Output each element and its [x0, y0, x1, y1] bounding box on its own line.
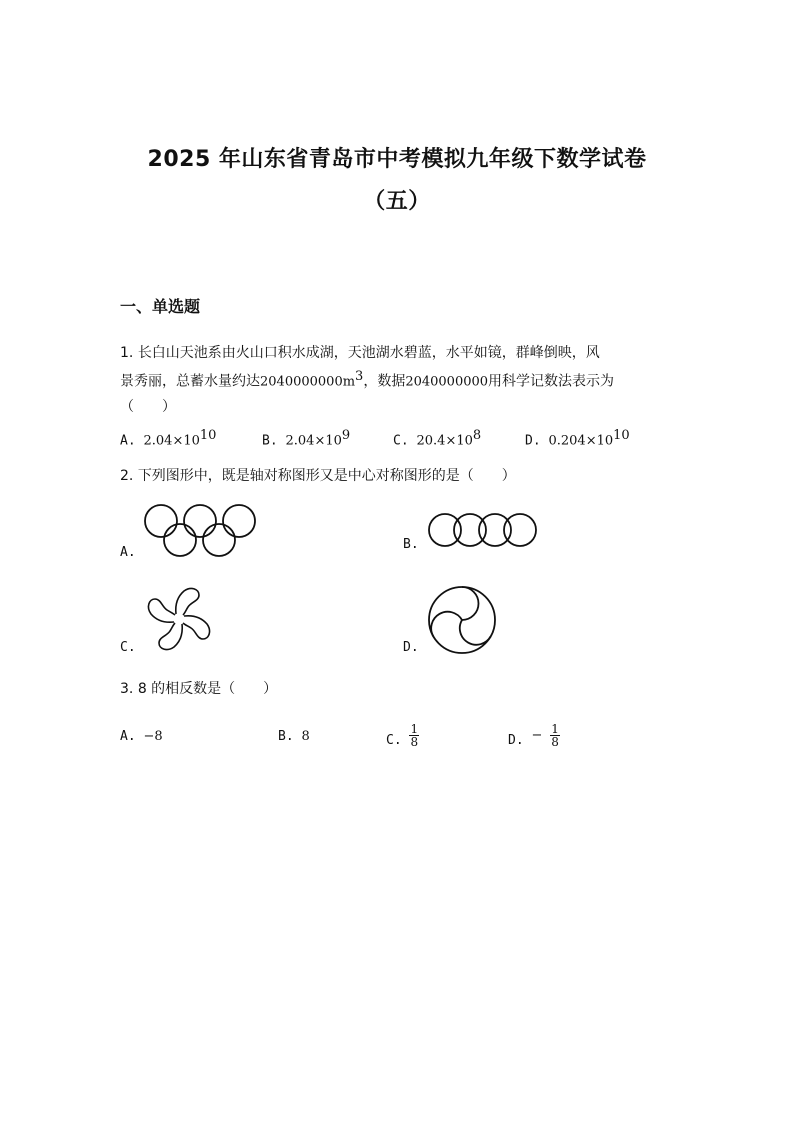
option-b[interactable]	[262, 428, 350, 448]
option-mantissa: 20.4	[416, 433, 446, 449]
question-text: 8 的相反数是（ ）	[137, 681, 278, 697]
page-title-subtitle: （五）	[363, 189, 431, 214]
option-b[interactable]	[278, 729, 310, 744]
times-sign: ×	[585, 433, 597, 449]
option-mantissa: 2.04	[143, 433, 173, 449]
fraction-denominator: 8	[551, 735, 559, 749]
question-number: 3.	[120, 681, 134, 697]
option-exponent: 10	[613, 428, 630, 443]
minus-sign: −	[531, 728, 543, 743]
question-text: 下列图形中，既是轴对称图形又是中心对称图形的是（ ）	[137, 468, 516, 484]
option-c[interactable]	[393, 428, 481, 448]
option-value: −8	[143, 729, 163, 744]
option-a[interactable]	[120, 545, 136, 560]
option-label: A.	[120, 545, 136, 560]
times-sign: ×	[445, 433, 457, 449]
fraction-numerator: 1	[410, 722, 419, 736]
answer-bracket: （ ）	[120, 398, 176, 415]
question-1-line1	[120, 341, 690, 365]
option-a[interactable]	[120, 428, 216, 448]
math-number: 2040000000	[405, 374, 489, 390]
option-label: A.	[120, 433, 136, 449]
question-text: 用科学记数法表示为	[488, 373, 615, 390]
option-label: A.	[120, 729, 136, 744]
option-exponent: 8	[472, 428, 482, 443]
fraction	[550, 723, 560, 748]
fraction	[409, 723, 419, 748]
option-c[interactable]	[120, 640, 136, 655]
pinwheel-swirl-icon	[143, 584, 215, 654]
option-exponent: 10	[199, 428, 217, 443]
question-number: 1.	[120, 345, 134, 361]
option-base: 10	[325, 433, 342, 449]
option-base: 10	[456, 433, 473, 449]
page-title: 2025 年山东省青岛市中考模拟九年级下数学试卷	[147, 147, 647, 172]
option-label: C.	[120, 640, 136, 655]
fraction-denominator: 8	[410, 735, 419, 749]
option-d[interactable]	[508, 719, 560, 748]
section-heading: 一、单选题	[120, 297, 201, 316]
option-label: C.	[393, 433, 409, 449]
option-c[interactable]	[386, 719, 419, 748]
option-mantissa: 2.04	[285, 433, 315, 449]
four-interlocking-rings-icon	[427, 512, 539, 548]
option-label: D.	[525, 433, 541, 449]
option-label: B.	[403, 537, 419, 552]
math-number: 2040000000m	[260, 374, 356, 390]
times-sign: ×	[314, 433, 326, 449]
option-a[interactable]	[120, 729, 163, 744]
option-label: C.	[386, 733, 402, 748]
option-label: B.	[262, 433, 278, 449]
question-text: 景秀丽，总蓄水量约达	[120, 373, 260, 390]
times-sign: ×	[172, 433, 184, 449]
option-value: 8	[301, 729, 310, 744]
option-label: B.	[278, 729, 294, 744]
option-exponent: 9	[341, 428, 351, 443]
question-number: 2.	[120, 468, 134, 484]
option-d[interactable]	[403, 640, 419, 655]
option-label: D.	[508, 733, 524, 748]
fraction-numerator: 1	[551, 722, 559, 736]
question-1	[120, 341, 690, 419]
option-base: 10	[596, 433, 614, 449]
question-3	[120, 677, 277, 701]
math-exponent: 3	[355, 369, 364, 384]
question-text: 长白山天池系由火山口积水成湖，天池湖水碧蓝，水平如镜，群峰倒映，风	[137, 345, 600, 361]
question-2	[120, 464, 516, 488]
option-mantissa: 0.204	[548, 433, 586, 449]
question-1-line2	[120, 365, 690, 395]
option-base: 10	[183, 433, 200, 449]
option-label: D.	[403, 640, 419, 655]
option-d[interactable]	[525, 428, 630, 448]
olympic-rings-icon	[142, 502, 260, 560]
question-text: ，数据	[363, 373, 406, 390]
three-arc-circle-icon	[427, 585, 497, 655]
option-b[interactable]	[403, 537, 419, 552]
